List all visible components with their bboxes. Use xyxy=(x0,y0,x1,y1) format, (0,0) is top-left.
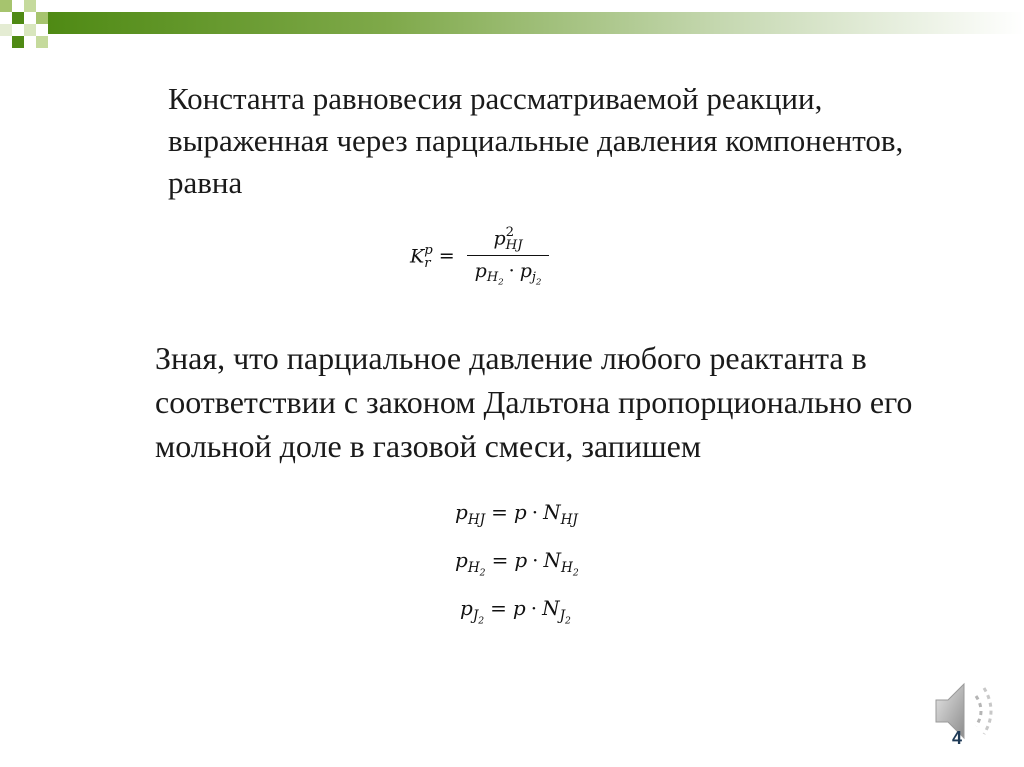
dalton-paragraph: Зная, что парциальное давление любого реактанта в соответствии с законом Дальтона пропорционально его мольной доле в газовой смеси, запишем xyxy=(155,340,913,464)
formula-p-hj: $p_{HJ} = p \cdot N_{HJ}$ xyxy=(455,500,578,528)
page-number: 4 xyxy=(952,728,963,748)
speaker-icon[interactable] xyxy=(932,676,1002,746)
formula-p-h2: $p_{H_2}= p \cdot N_{H_2}$ xyxy=(455,548,579,579)
intro-paragraph: Константа равновесия рассматриваемой реакции, выраженная через парциальные давления компонентов, равна xyxy=(168,81,904,200)
header-decoration xyxy=(0,0,1024,48)
green-gradient-bar xyxy=(48,12,1024,34)
equilibrium-constant-formula: K p r = p 2 HJ $p_{H_2}\cdot p_{j_2}$ xyxy=(410,226,549,288)
formula-p-j2: $p_{J_2}= p \cdot N_{J_2}$ xyxy=(460,596,571,627)
